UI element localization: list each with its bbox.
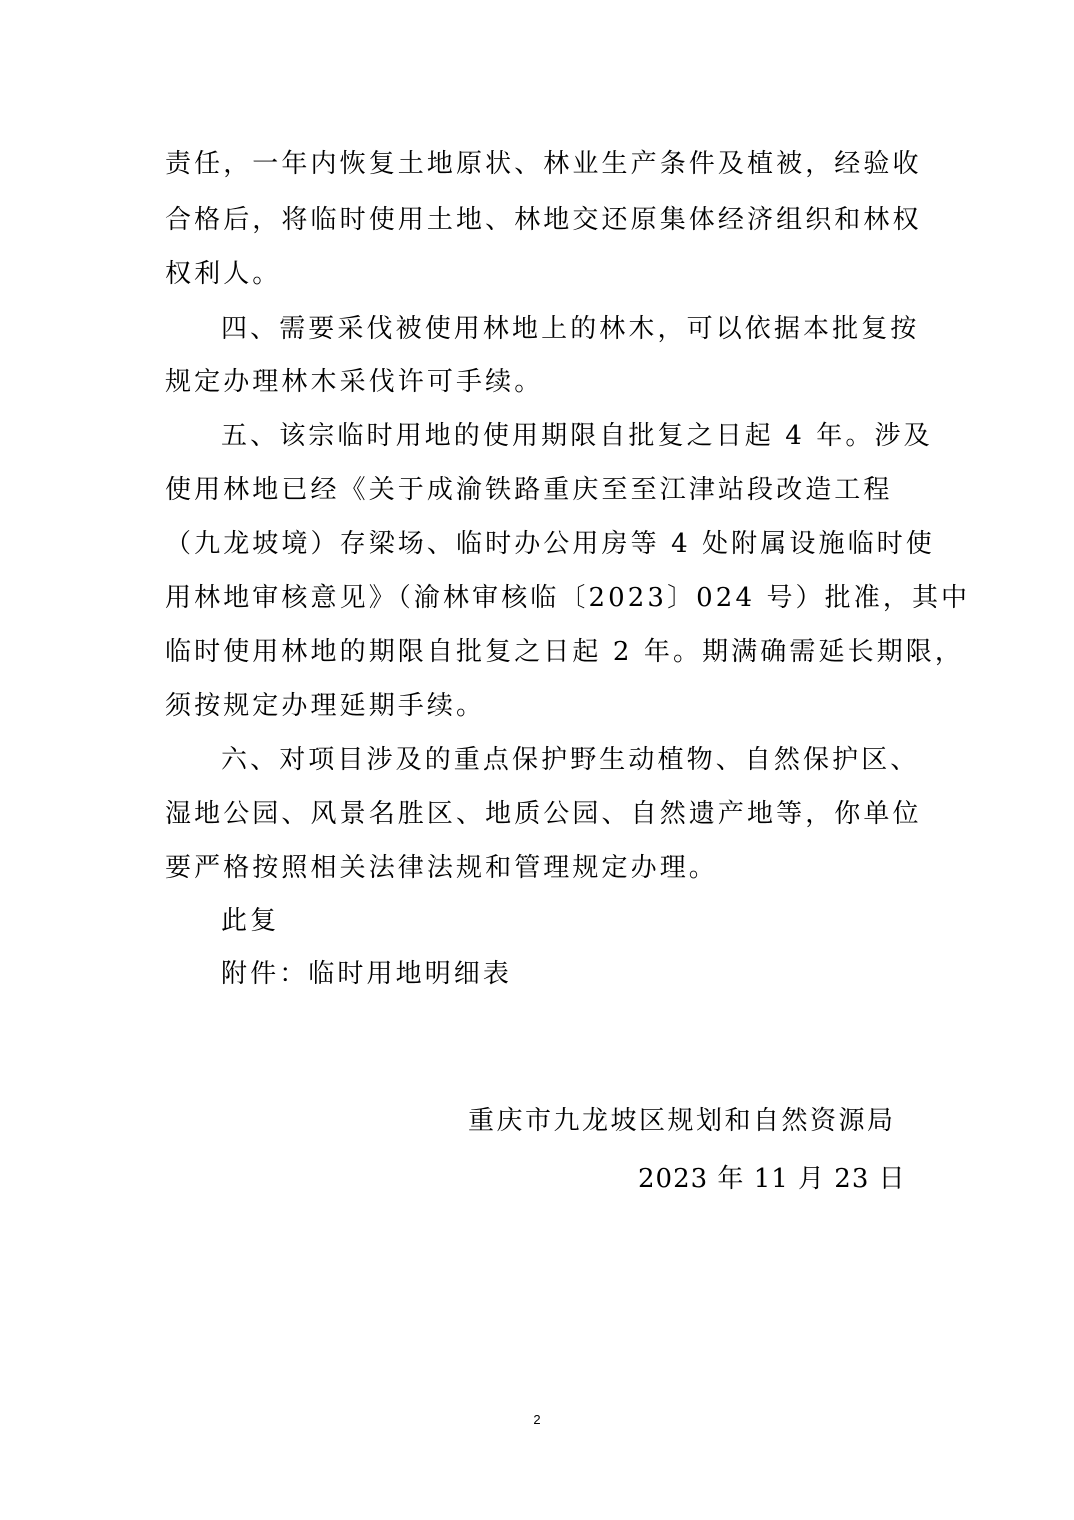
attachment-line: 附件：临时用地明细表	[221, 959, 513, 989]
paragraph-line: 责任，一年内恢复土地原状、林业生产条件及植被，经验收	[165, 149, 922, 179]
paragraph-line: （九龙坡境）存梁场、临时办公用房等 4 处附属设施临时使	[165, 529, 935, 559]
signature-organization: 重庆市九龙坡区规划和自然资源局	[468, 1106, 896, 1136]
paragraph-line: 四、需要采伐被使用林地上的林木，可以依据本批复按	[221, 314, 920, 344]
signature-date: 2023 年 11 月 23 日	[638, 1164, 906, 1194]
page-number: 2	[533, 1412, 541, 1427]
paragraph-line: 湿地公园、风景名胜区、地质公园、自然遗产地等，你单位	[165, 799, 922, 829]
paragraph-line: 要严格按照相关法律法规和管理规定办理。	[165, 853, 718, 883]
paragraph-line: 六、对项目涉及的重点保护野生动植物、自然保护区、	[221, 745, 920, 775]
paragraph-line: 须按规定办理延期手续。	[165, 691, 486, 721]
paragraph-line: 使用林地已经《关于成渝铁路重庆至至江津站段改造工程	[165, 475, 893, 505]
paragraph-line: 用林地审核意见》（渝林审核临〔2023〕024 号）批准，其中	[165, 583, 971, 613]
paragraph-line: 临时使用林地的期限自批复之日起 2 年。期满确需延长期限，	[165, 637, 964, 667]
closing-line: 此复	[221, 906, 280, 936]
paragraph-line: 权利人。	[165, 259, 282, 289]
paragraph-line: 规定办理林木采伐许可手续。	[165, 367, 544, 397]
paragraph-line: 合格后，将临时使用土地、林地交还原集体经济组织和林权	[165, 205, 922, 235]
paragraph-line: 五、该宗临时用地的使用期限自批复之日起 4 年。涉及	[221, 421, 933, 451]
